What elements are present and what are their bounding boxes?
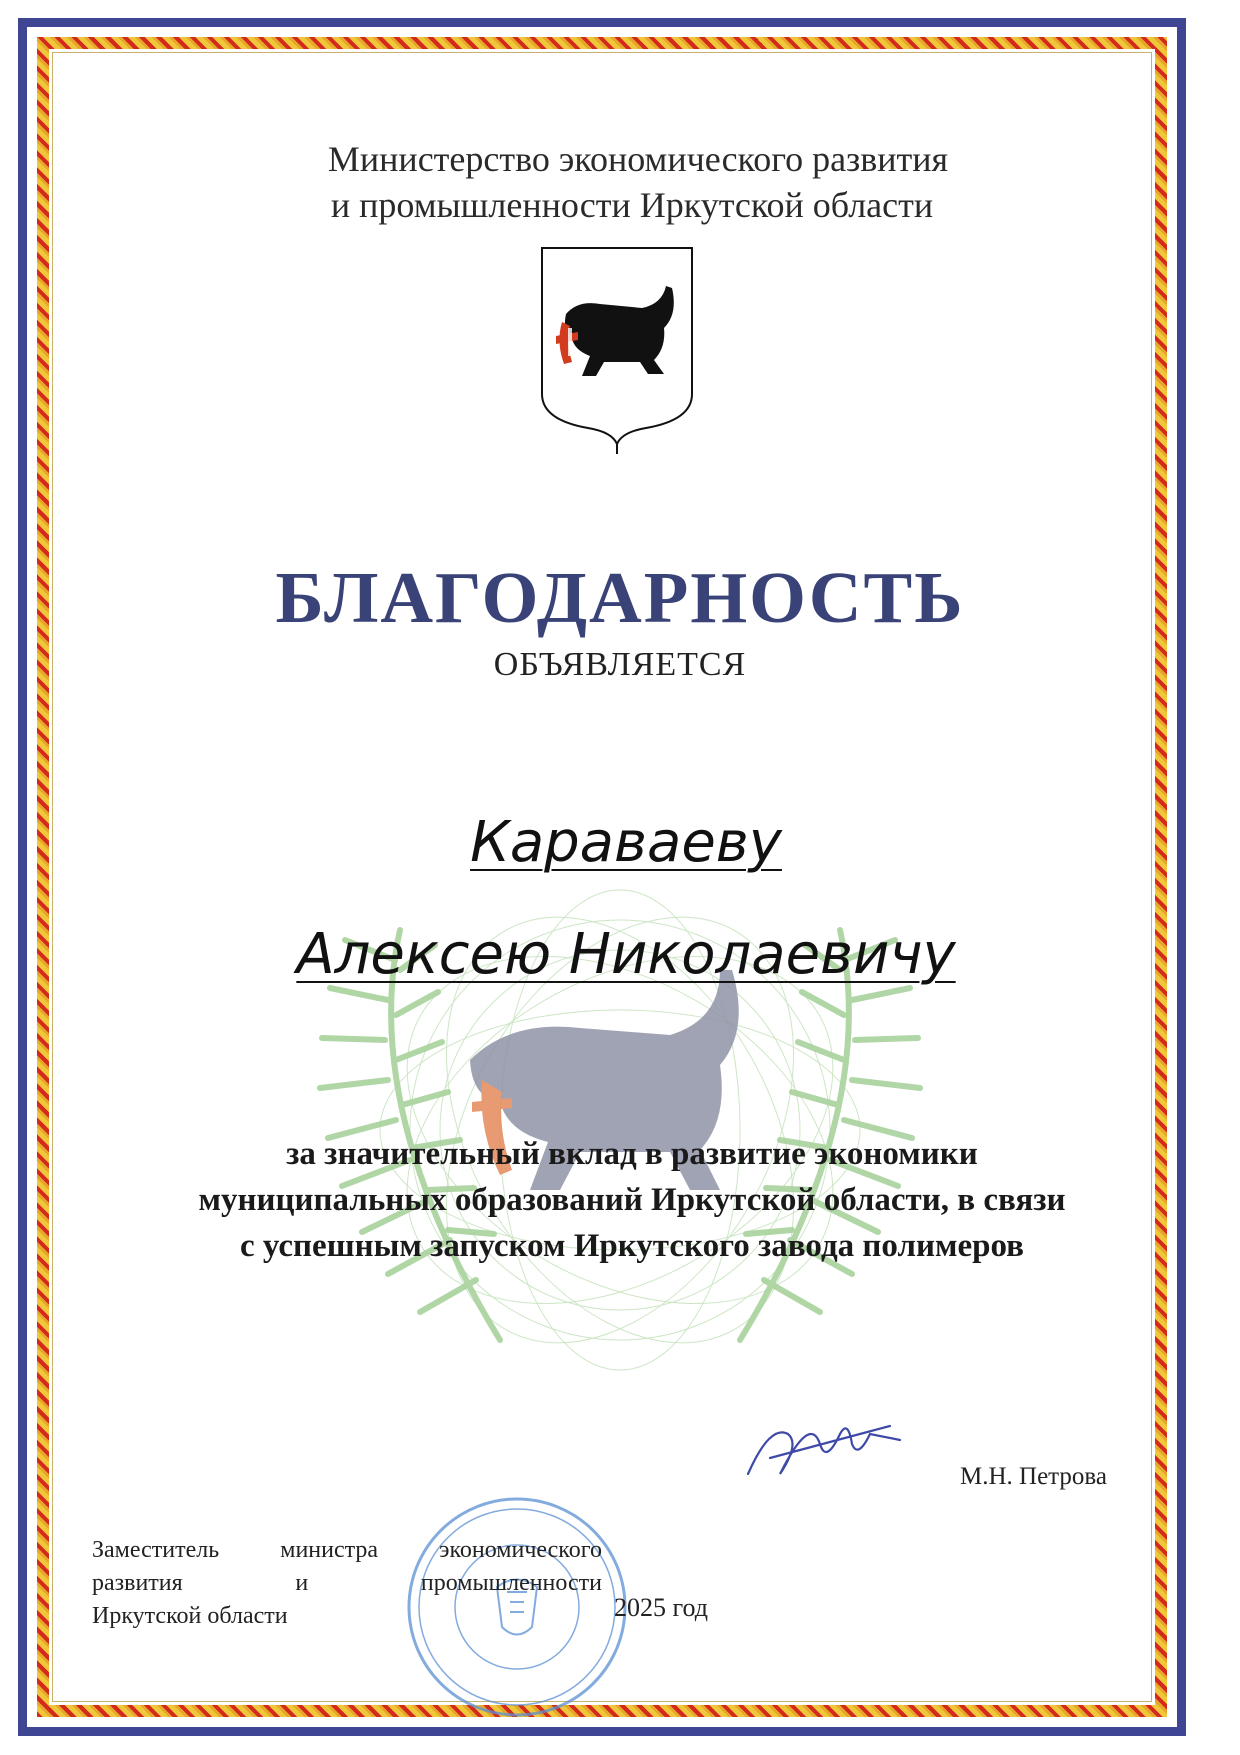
recipient-surname — [6, 810, 1240, 875]
signer-position-line1 — [92, 1534, 602, 1567]
handwritten-signature — [740, 1404, 910, 1494]
signer-word: промышленности — [420, 1570, 602, 1596]
recipient-name-patronymic — [6, 922, 1240, 987]
signer-word: Заместитель — [92, 1537, 220, 1563]
signer-word: и — [295, 1570, 309, 1596]
signer-name: М.Н. Петрова — [960, 1463, 1107, 1490]
reason-line1: за значительный вклад в развитие экономики — [286, 1136, 978, 1172]
recipient-surname-text: Караваеву — [470, 810, 782, 875]
ministry-name-line2: и промышленности Иркутской области — [330, 185, 934, 225]
reason-line3: с успешным запуском Иркутского завода полимеров — [240, 1228, 1024, 1264]
irkutsk-coat-of-arms-icon — [538, 244, 696, 456]
certificate-title: БЛАГОДАРНОСТЬ — [275, 557, 965, 638]
signer-position — [92, 1534, 602, 1633]
recipient-name-patronymic-text: Алексею Николаевичу — [296, 922, 956, 987]
signer-position-line3: Иркутской области — [92, 1603, 288, 1629]
certificate-subtitle: ОБЪЯВЛЯЕТСЯ — [493, 646, 747, 683]
reason-line2: муниципальных образований Иркутской области, в связи — [198, 1182, 1066, 1218]
ministry-name-line1: Министерство экономического развития — [327, 139, 949, 179]
signer-word: министра — [280, 1537, 379, 1563]
certificate-year: 2025 год — [614, 1593, 708, 1622]
signer-word: развития — [92, 1570, 183, 1596]
signer-position-line2 — [92, 1567, 602, 1600]
signer-word: экономического — [439, 1537, 602, 1563]
